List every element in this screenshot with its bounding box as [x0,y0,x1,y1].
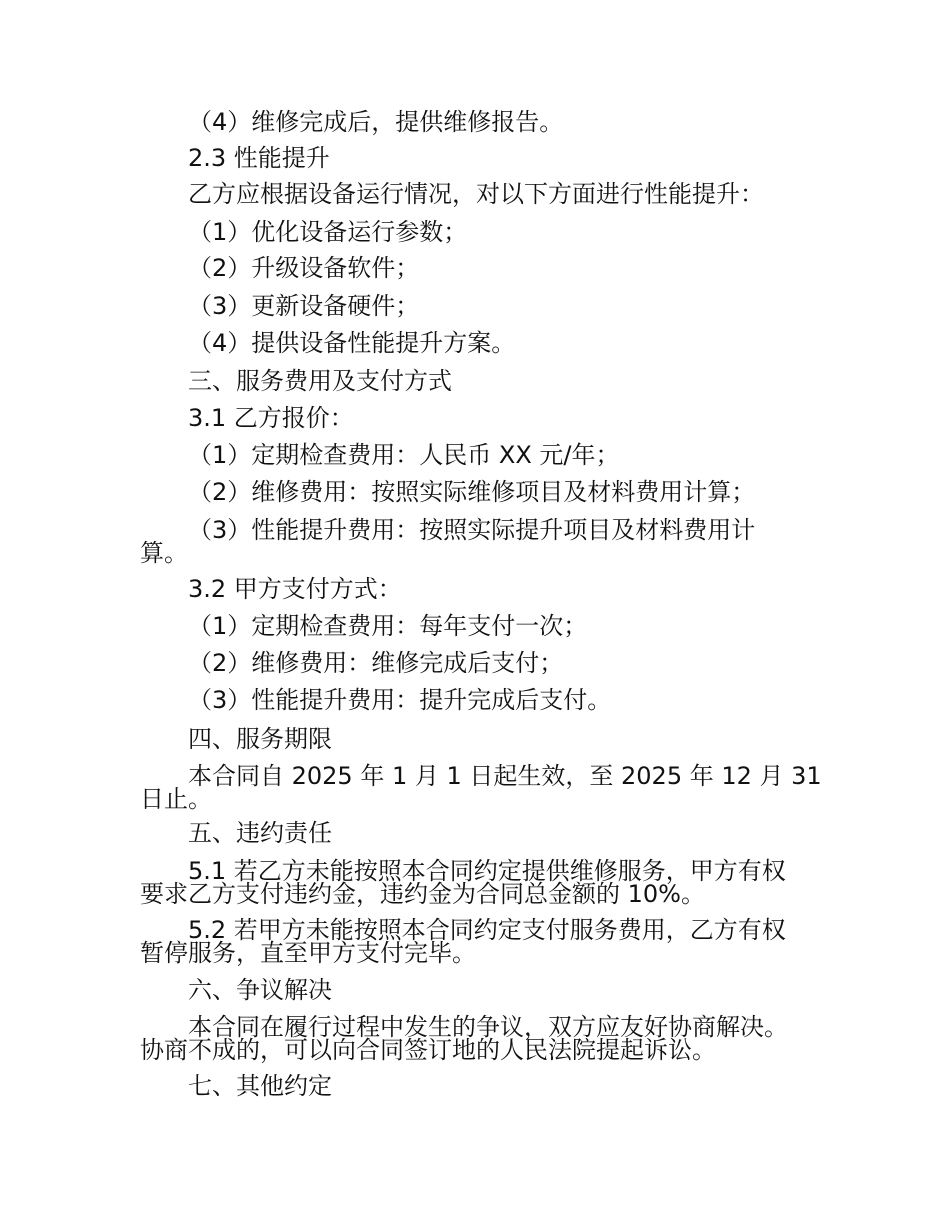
section-heading-3: 三、服务费用及支付方式 [188,367,452,395]
paragraph: 本合同自 2025 年 1 月 1 日起生效，至 2025 年 12 月 31 [188,762,822,790]
paragraph-continuation: 日止。 [140,785,212,813]
paragraph-continuation: 要求乙方支付违约金，违约金为合同总金额的 10%。 [140,880,705,908]
paragraph: 5.1 若乙方未能按照本合同约定提供维修服务，甲方有权 [188,857,786,885]
section-heading-4: 四、服务期限 [188,725,332,753]
list-item: （3）性能提升费用：提升完成后支付。 [188,686,612,714]
paragraph: 本合同在履行过程中发生的争议，双方应友好协商解决。 [188,1013,788,1041]
list-item: （2）升级设备软件； [188,254,420,282]
paragraph-continuation: 暂停服务，直至甲方支付完毕。 [140,939,476,967]
list-item: （2）维修费用：维修完成后支付； [188,649,564,677]
list-item: （1）定期检查费用：人民币 XX 元/年； [188,441,620,469]
list-item: （4）提供设备性能提升方案。 [188,329,516,357]
list-item-report: （4）维修完成后，提供维修报告。 [188,108,564,136]
list-item: （3）性能提升费用：按照实际提升项目及材料费用计 [188,516,756,544]
list-item: （2）维修费用：按照实际维修项目及材料费用计算； [188,478,756,506]
paragraph-intro: 乙方应根据设备运行情况，对以下方面进行性能提升： [188,180,764,208]
section-heading-7: 七、其他约定 [188,1072,332,1100]
section-heading-3-1: 3.1 乙方报价： [188,404,354,432]
list-item: （3）更新设备硬件； [188,292,420,320]
list-item-continuation: 算。 [140,539,188,567]
list-item: （1）优化设备运行参数； [188,218,468,246]
section-heading-3-2: 3.2 甲方支付方式： [188,575,402,603]
list-item: （1）定期检查费用：每年支付一次； [188,612,588,640]
paragraph: 5.2 若甲方未能按照本合同约定支付服务费用，乙方有权 [188,916,786,944]
section-heading-6: 六、争议解决 [188,976,332,1004]
paragraph-continuation: 协商不成的，可以向合同签订地的人民法院提起诉讼。 [140,1036,716,1064]
section-heading-2-3: 2.3 性能提升 [188,144,330,172]
section-heading-5: 五、违约责任 [188,819,332,847]
